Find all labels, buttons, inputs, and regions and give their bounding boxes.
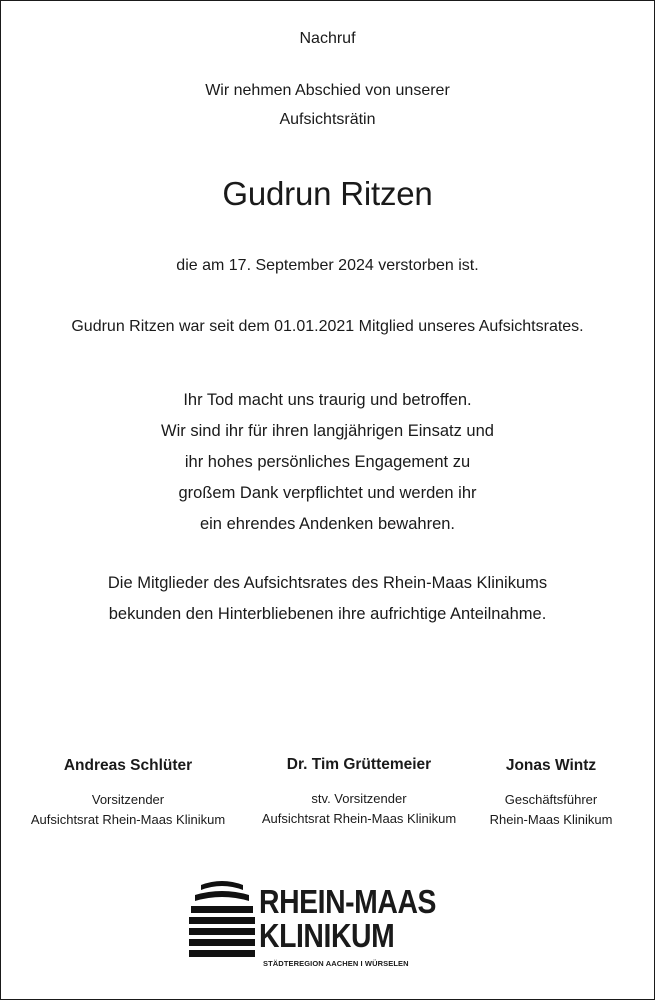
signatory-1 <box>13 756 243 830</box>
signatory-name: Jonas Wintz <box>505 757 597 774</box>
logo-subline: STÄDTEREGION AACHEN I WÜRSELEN <box>263 959 409 968</box>
logo-line-1: RHEIN-MAAS <box>259 883 437 920</box>
intro-line-1: Wir nehmen Abschied von unserer <box>205 82 450 99</box>
tribute-line: Wir sind ihr für ihren langjährigen Einsatz und <box>161 422 494 440</box>
logo-line-2: KLINIKUM <box>259 917 395 954</box>
tribute-line: Ihr Tod macht uns traurig und betroffen. <box>183 391 472 409</box>
tribute-paragraph <box>1 385 654 540</box>
signatory-role: Vorsitzender <box>91 792 165 807</box>
tribute-line: ihr hohes persönliches Engagement zu <box>184 453 471 471</box>
signatory-org: Aufsichtsrat Rhein-Maas Klinikum <box>261 811 457 826</box>
deceased-name: Gudrun Ritzen <box>222 175 433 212</box>
rhein-maas-klinikum-logo <box>187 879 457 974</box>
intro-line-2: Aufsichtsrätin <box>279 111 376 128</box>
building-stripes-icon <box>187 879 257 959</box>
signatory-name: Dr. Tim Grüttemeier <box>286 756 432 773</box>
condolence-line: Die Mitglieder des Aufsichtsrates des Rhein-Maas Klinikums <box>107 574 548 592</box>
condolence-paragraph <box>1 568 654 630</box>
signatory-name: Andreas Schlüter <box>63 757 193 774</box>
membership-line: Gudrun Ritzen war seit dem 01.01.2021 Mitglied unseres Aufsichtsrates. <box>71 318 584 335</box>
notice-heading: Nachruf <box>299 30 356 47</box>
tribute-line: großem Dank verpflichtet und werden ihr <box>178 484 477 502</box>
condolence-line: bekunden den Hinterbliebenen ihre aufrichtige Anteilnahme. <box>108 605 547 623</box>
tribute-line: ein ehrendes Andenken bewahren. <box>199 515 456 533</box>
signatory-role: Geschäftsführer <box>504 792 598 807</box>
signatory-2 <box>244 755 474 829</box>
signatory-org: Aufsichtsrat Rhein-Maas Klinikum <box>30 812 226 827</box>
signatory-org: Rhein-Maas Klinikum <box>489 812 613 827</box>
signatory-role: stv. Vorsitzender <box>311 791 407 806</box>
signatory-3 <box>475 756 627 830</box>
death-line: die am 17. September 2024 verstorben ist. <box>176 257 479 274</box>
